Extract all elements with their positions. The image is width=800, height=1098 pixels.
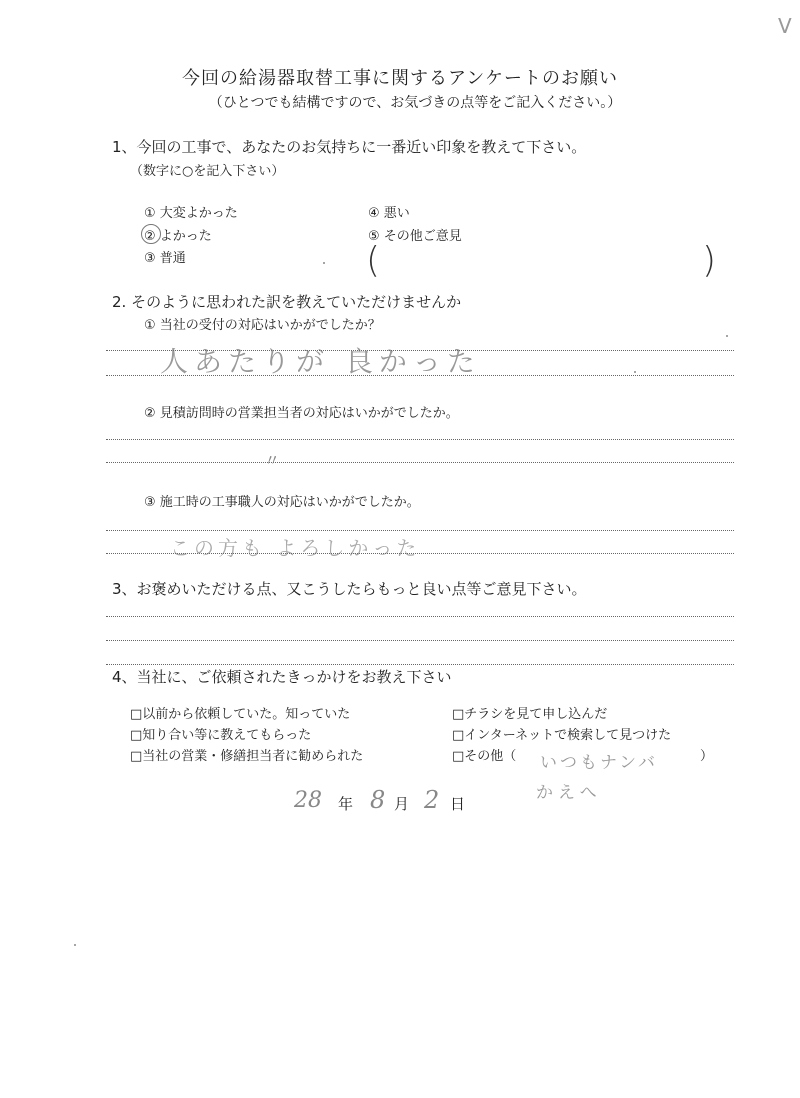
date-month-handwriting: 8: [370, 786, 386, 814]
answer-line: [106, 350, 734, 351]
q2-answer2-handwriting: 〃: [264, 451, 281, 470]
scan-speck: [323, 262, 325, 264]
q4-option-other[interactable]: □その他（: [452, 749, 517, 764]
answer-line: [106, 462, 734, 463]
scan-speck: [74, 944, 76, 946]
answer-line: [106, 640, 734, 641]
q4-other-close-paren: ）: [700, 749, 714, 764]
other-opinion-paren-close: ): [702, 240, 717, 281]
q4-option-flyer[interactable]: □チラシを見て申し込んだ: [452, 707, 608, 722]
q2-heading: 2. そのように思われた訳を教えていただけませんか: [112, 293, 462, 311]
answer-line: [106, 439, 734, 440]
q1-heading: 1、今回の工事で、あなたのお気持ちに一番近い印象を教えて下さい。: [112, 138, 587, 156]
answer-line: [106, 553, 734, 554]
q1-option-2[interactable]: ② よかった: [144, 229, 212, 244]
date-year-label: 年: [338, 795, 354, 813]
q1-option-3[interactable]: ③ 普通: [144, 251, 186, 266]
q2-sub2: ② 見積訪問時の営業担当者の対応はいかがでしたか。: [144, 406, 459, 421]
answer-line: [106, 375, 734, 376]
q4-option-known-before[interactable]: □以前から依頼していた。知っていた: [130, 707, 351, 722]
q2-sub3: ③ 施工時の工事職人の対応はいかがでしたか。: [144, 495, 420, 510]
answer-line: [106, 616, 734, 617]
date-day-label: 日: [450, 795, 466, 813]
q4-option-referral[interactable]: □知り合い等に教えてもらった: [130, 728, 312, 743]
survey-title: 今回の給湯器取替工事に関するアンケートのお願い: [182, 68, 618, 89]
q1-option-1[interactable]: ① 大変よかった: [144, 206, 238, 221]
q4-heading: 4、当社に、ご依頼されたきっかけをお教え下さい: [112, 668, 452, 686]
q1-option-5[interactable]: ⑤ その他ご意見: [368, 229, 462, 244]
q1-note: （数字に○を記入下さい）: [130, 164, 285, 179]
scan-speck: [634, 371, 636, 373]
other-opinion-paren-open: (: [366, 240, 381, 281]
q3-heading: 3、お褒めいただける点、又こうしたらもっと良い点等ご意見下さい。: [112, 580, 587, 598]
q2-sub1: ① 当社の受付の対応はいかがでしたか？: [144, 318, 381, 333]
corner-check-mark: V: [778, 14, 792, 38]
q2-answer3-handwriting: この方も よろしかった: [170, 536, 421, 560]
q4-other-handwriting-line2: かえへ: [536, 783, 602, 803]
q4-option-staff-recommended[interactable]: □当社の営業・修繕担当者に勧められた: [130, 749, 364, 764]
date-year-handwriting: 28: [294, 788, 322, 813]
answer-line: [106, 664, 734, 665]
date-month-label: 月: [394, 795, 410, 813]
q4-other-handwriting-line1: いつもナンバ: [540, 753, 658, 773]
date-day-handwriting: 2: [424, 786, 440, 814]
scan-speck: [726, 335, 728, 337]
selected-circle-mark: [141, 224, 161, 244]
survey-subtitle: （ひとつでも結構ですので、お気づきの点等をご記入ください。）: [208, 95, 622, 111]
q1-option-4[interactable]: ④ 悪い: [368, 206, 410, 221]
q4-option-internet[interactable]: □インターネットで検索して見つけた: [452, 728, 672, 743]
answer-line: [106, 530, 734, 531]
q2-answer1-handwriting: 人あたりが 良かった: [160, 345, 481, 378]
